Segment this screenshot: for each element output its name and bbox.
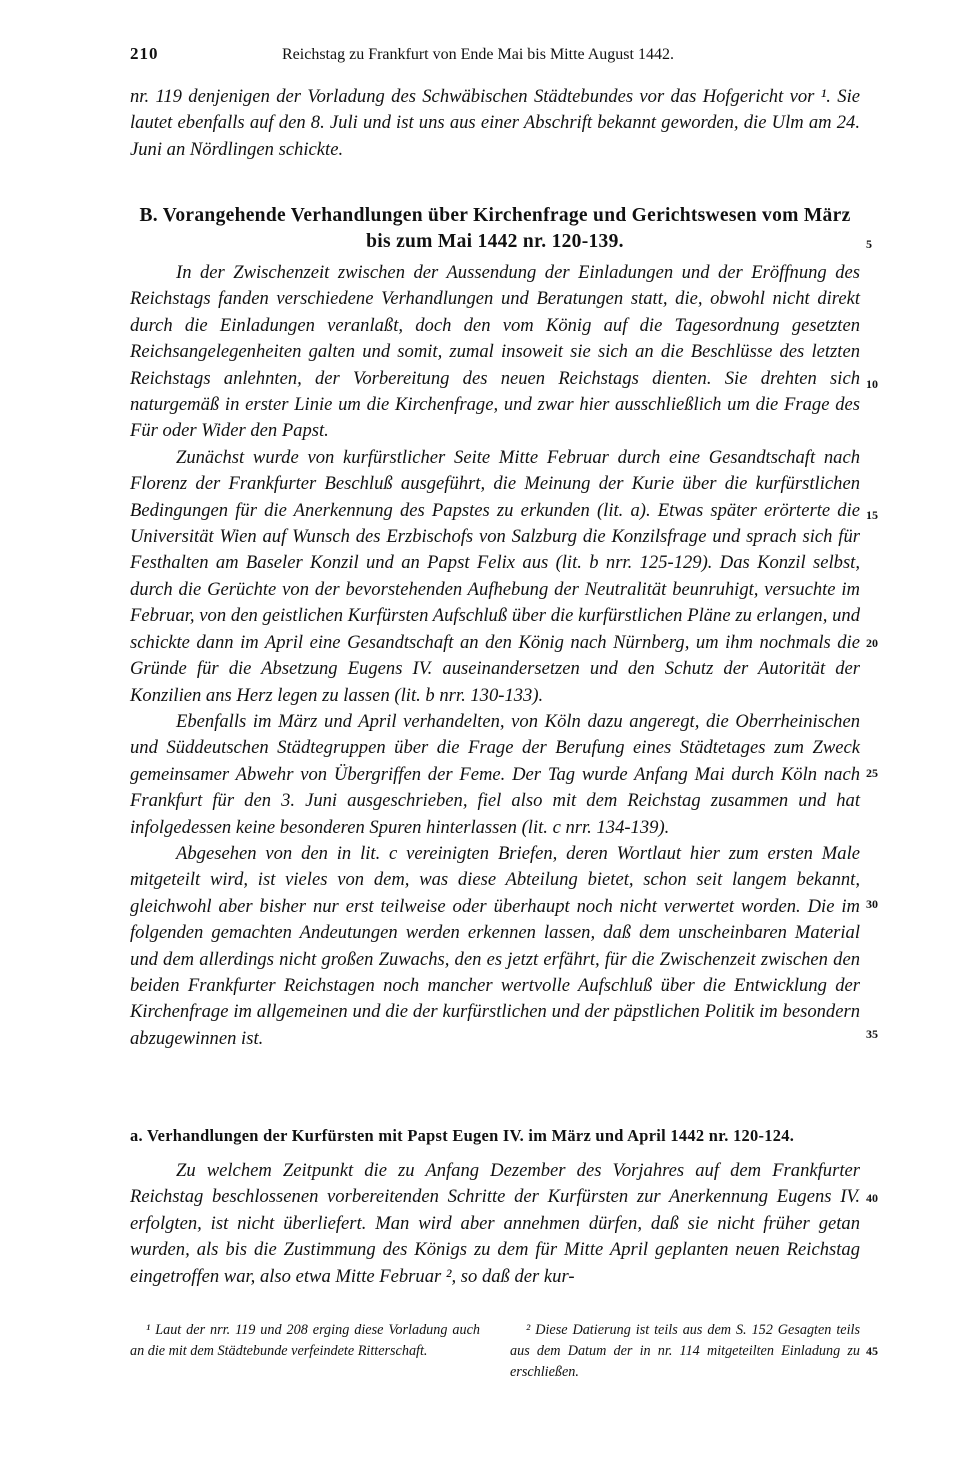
section-b-body [130, 260, 860, 1052]
footnote-1-block [130, 1320, 480, 1362]
line-number-20: 20 [866, 636, 878, 650]
section-a-body [130, 1158, 860, 1290]
section-b-paragraph-3: Ebenfalls im März und April verhandelten, von Köln dazu angeregt, die Oberrheinischen und Süddeutschen Städtegruppen über die Frage der Berufung eines Städtetages zum Zweck gemeinsamer Abwehr von Übergriffen der Feme. Der Tag wurde Anfang Mai durch Köln nach Frankfurt für den 3. Juni ausgeschrieben, fiel also mit dem Reichstag zusammen und hat infolgedessen keine besonderen Spuren hinterlassen (lit. c nrr. 134-139). [130, 710, 860, 838]
footnote-2-block [510, 1320, 860, 1383]
page-header [130, 44, 860, 74]
line-number-40: 40 [866, 1191, 878, 1205]
section-a-heading: a. Verhandlungen der Kurfürsten mit Papst Eugen IV. im März und April 1442 nr. 120-124. [130, 1126, 795, 1145]
section-b-paragraph-1: In der Zwischenzeit zwischen der Aussendung der Einladungen und der Eröffnung des Reichstags fanden verschiedene Verhandlungen und Beratungen statt, die, obwohl nicht direkt durch die Einladungen veranlaßt, doch den vom König auf die Tagesordnung gesetzten Reichsangelegenheiten galten und somit, zumal insoweit sie sich an die Beschlüsse des letzten Reichstags anlehnten, der Vorbereitung des neuen Reichstags dienten. Sie drehten sich naturgemäß in erster Linie um die Kirchenfrage, und zwar hier ausschließlich um die Frage des Für oder Wider den Papst. [130, 262, 860, 442]
intro-paragraph: nr. 119 denjenigen der Vorladung des Schwäbischen Städtebundes vor das Hofgericht vor ¹. Sie lautet ebenfalls auf den 8. Juli und ist uns aus einer Abschrift bekannt geworden, die Ulm am 24. Juni an Nördlingen schickte. [130, 86, 860, 160]
line-number-30: 30 [866, 897, 878, 911]
section-b-heading-block [130, 203, 860, 255]
section-b-heading: B. Vorangehende Verhandlungen über Kirchenfrage und Gerichtswesen vom März bis zum Mai 1442 nr. 120-139. [139, 205, 851, 252]
line-number-10: 10 [866, 377, 878, 391]
page-number: 210 [130, 44, 159, 63]
line-number-25: 25 [866, 766, 878, 780]
section-b-paragraph-2: Zunächst wurde von kurfürstlicher Seite Mitte Februar durch eine Gesandtschaft nach Florenz der Frankfurter Beschluß ausgeführt, die Meinung der Kurie über die kurfürstlichen Bedingungen für die Anerkennung des Papstes zu erkunden (lit. a). Etwas später erörterte die Universität Wien auf Wunsch des Erzbischofs von Salzburg die Konzilsfrage und sprach sich für Festhalten am Baseler Konzil und an Papst Felix aus (lit. b nrr. 125-129). Das Konzil selbst, durch die Gerüchte von der bevorstehenden Aufhebung der Neutralität beunruhigt, versuchte im Februar, von den geistlichen Kurfürsten Aufschluß über die kurfürstlichen Pläne zu erlangen, und schickte dann im April eine Gesandtschaft an den König nach Nürnberg, um ihm nochmals die Gründe für die Absetzung Eugens IV. auseinandersetzen und den Schutz der Autorität der Konzilien ans Herz legen zu lassen (lit. b nrr. 130-133). [130, 446, 860, 706]
footnote-2: ² Diese Datierung ist teils aus dem S. 152 Gesagten teils aus dem Datum der in nr. 114 mitgeteilten Einladung zu erschließen. [510, 1322, 860, 1380]
line-number-35: 35 [866, 1027, 878, 1041]
section-a-heading-block [130, 1126, 860, 1146]
line-number-5: 5 [866, 237, 872, 251]
section-b-paragraph-4: Abgesehen von den in lit. c vereinigten Briefen, deren Wortlaut hier zum ersten Male mitgeteilt wird, ist vieles von dem, was diese Abteilung bietet, schon seit langem bekannt, gleichwohl aber bisher nur erst teilweise oder überhaupt noch nicht verwertet worden. Die im folgenden gemachten Andeutungen werden erkennen lassen, daß dem unscheinbaren Material und dem allerdings nicht großen Zuwachs, den es jetzt erfährt, für die Zwischenzeit zwischen den beiden Frankfurter Reichstagen noch mancher wertvolle Aufschluß über die Entwicklung der Kirchenfrage im allgemeinen und die der kurfürstlichen und der päpstlichen Politik im besondern abzugewinnen ist. [130, 842, 860, 1049]
line-number-45: 45 [866, 1344, 878, 1358]
line-number-15: 15 [866, 508, 878, 522]
intro-paragraph-block [130, 84, 860, 163]
section-a-paragraph: Zu welchem Zeitpunkt die zu Anfang Dezember des Vorjahres auf dem Frankfurter Reichstag beschlossenen vorbereitenden Schritte der Kurfürsten zur Anerkennung Eugens IV. erfolgten, ist nicht überliefert. Man wird aber annehmen dürfen, daß sie nicht früher getan wurden, als bis die Zustimmung des Königs zu dem für Mitte April geplanten neuen Reichstag eingetroffen war, also etwa Mitte Februar ², so daß der kur- [130, 1160, 860, 1287]
running-title: Reichstag zu Frankfurt von Ende Mai bis Mitte August 1442. [282, 46, 674, 63]
footnote-1: ¹ Laut der nrr. 119 und 208 erging diese Vorladung auch an die mit dem Städtebunde verfeindete Ritterschaft. [130, 1322, 480, 1359]
